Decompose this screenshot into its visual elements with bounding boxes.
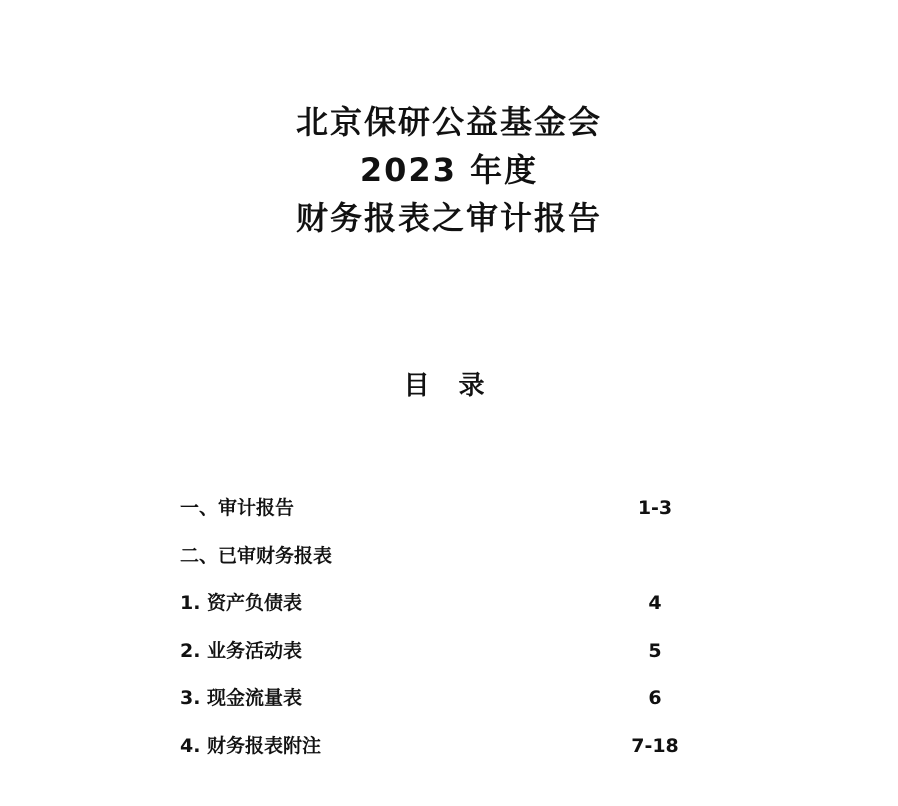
toc-entry-label: 2. 业务活动表 xyxy=(180,639,303,662)
table-of-contents xyxy=(180,492,680,778)
toc-entry-label: 一、审计报告 xyxy=(180,497,295,519)
toc-entry-activity-statement xyxy=(180,635,680,683)
title-organization: 北京保研公益基金会 xyxy=(295,103,602,141)
toc-entry-page: 6 xyxy=(648,687,662,710)
toc-entry-label: 4. 财务报表附注 xyxy=(180,734,322,757)
toc-entry-audited-statements xyxy=(180,540,680,588)
toc-heading: 目 录 xyxy=(403,371,495,401)
toc-entry-page: 7-18 xyxy=(631,734,679,757)
toc-entry-page: 4 xyxy=(648,592,662,615)
title-report-type: 财务报表之审计报告 xyxy=(295,199,602,237)
toc-entry-cash-flow xyxy=(180,682,680,730)
toc-entry-label: 1. 资产负债表 xyxy=(180,592,303,615)
report-title xyxy=(0,98,898,242)
toc-entry-notes xyxy=(180,730,680,778)
toc-entry-label: 3. 现金流量表 xyxy=(180,687,303,710)
toc-entry-audit-report xyxy=(180,492,680,540)
title-year: 2023 年度 xyxy=(359,151,539,189)
toc-entry-page: 1-3 xyxy=(637,497,673,519)
toc-entry-page: 5 xyxy=(648,639,662,662)
toc-entry-balance-sheet xyxy=(180,587,680,635)
toc-entry-label: 二、已审财务报表 xyxy=(180,544,333,567)
